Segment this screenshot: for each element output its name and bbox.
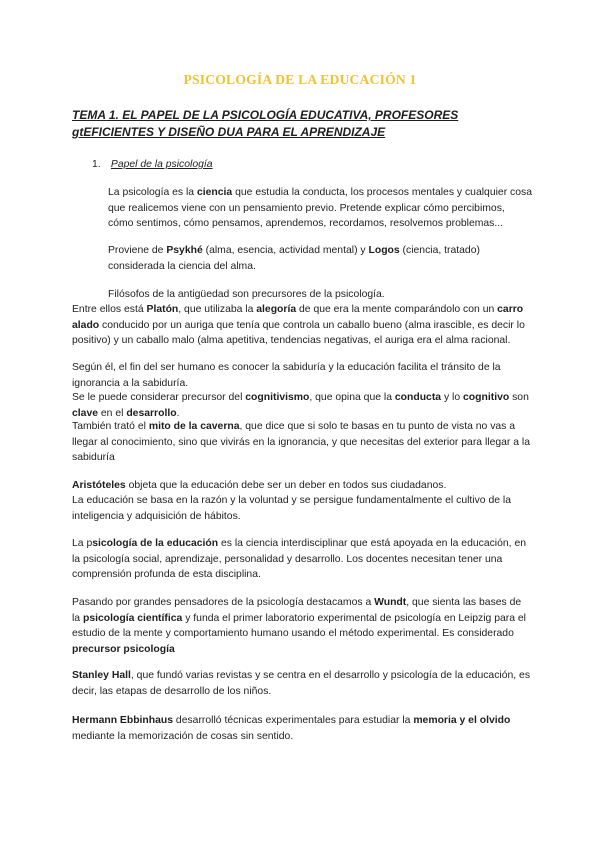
paragraph-aristoteles: Aristóteles objeta que la educación debe ser un deber en todos sus ciudadanos. <box>72 480 447 491</box>
section-number: 1. <box>92 159 101 170</box>
paragraph-sabiduria: Según él, el fin del ser humano es conocer la sabiduría y la educación facilita el tránsito de la ignorancia a la sabiduría. <box>72 362 501 389</box>
paragraph-platon: Entre ellos está Platón, que utilizaba la alegoría de que era la mente comparándolo con un carro alado conducido por un auriga que tenía que controla un caballo bueno (alma irascible, es decir lo positivo) y un caballo malo (alma apetitiva, tendencias negativas, el auriga era el alma racional. <box>72 304 525 346</box>
tema-heading: TEMA 1. EL PAPEL DE LA PSICOLOGÍA EDUCATIVA, PROFESORES gtEFICIENTES Y DISEÑO DUA PARA EL APRENDIZAJE <box>72 108 459 139</box>
paragraph-psicologia-educacion: La psicología de la educación es la ciencia interdisciplinar que está apoyada en la educación, en la psicología social, aprendizaje, personalidad y desarrollo. Los docentes necesitan tener una comprensión profunda de esta disciplina. <box>72 538 527 580</box>
paragraph-ebbinhaus: Hermann Ebbinhaus desarrolló técnicas experimentales para estudiar la memoria y el olvido mediante la memorización de cosas sin sentido. <box>72 715 511 742</box>
section-heading <box>92 157 213 173</box>
section-title: Papel de la psicología <box>110 159 213 170</box>
paragraph-cognitivismo: Se le puede considerar precursor del cognitivismo, que opina que la conducta y lo cognitivo son clave en el desarrollo. <box>72 392 529 419</box>
paragraph-philosophers: Filósofos de la antigüedad son precursores de la psicología. <box>108 289 385 300</box>
paragraph-etymology: Proviene de Psykhé (alma, esencia, actividad mental) y Logos (ciencia, tratado) considerada la ciencia del alma. <box>108 245 480 272</box>
paragraph-stanley-hall: Stanley Hall, que fundó varias revistas y se centra en el desarrollo y psicología de la educación, es decir, las etapas de desarrollo de los niños. <box>72 670 531 697</box>
document-title: PSICOLOGÍA DE LA EDUCACIÓN 1 <box>183 72 417 87</box>
paragraph-wundt: Pasando por grandes pensadores de la psicología destacamos a Wundt, que sienta las bases de la psicología científica y funda el primer laboratorio experimental de psicología en Leipzig para el estudio de la mente y comportamiento humano usando el método experimental. Es considerado precursor psicología <box>72 597 526 655</box>
paragraph-educacion-razon: La educación se basa en la razón y la voluntad y se persigue fundamentalmente el cultivo de la inteligencia y adquisición de hábitos. <box>72 495 511 522</box>
paragraph-caverna: También trató el mito de la caverna, que dice que si solo te basas en tu punto de vista no vas a llegar al conocimiento, sino que vivirás en la ignorancia, y que necesitas del exterior para llegar a la sabiduría <box>72 421 531 463</box>
paragraph-definition: La psicología es la ciencia que estudia la conducta, los procesos mentales y cualquier cosa que realicemos viene con un pensamiento previo. Pretende explicar cómo percibimos, cómo sentimos, cómo pensamos, aprendemos, recordamos, resolvemos problemas... <box>108 187 532 229</box>
